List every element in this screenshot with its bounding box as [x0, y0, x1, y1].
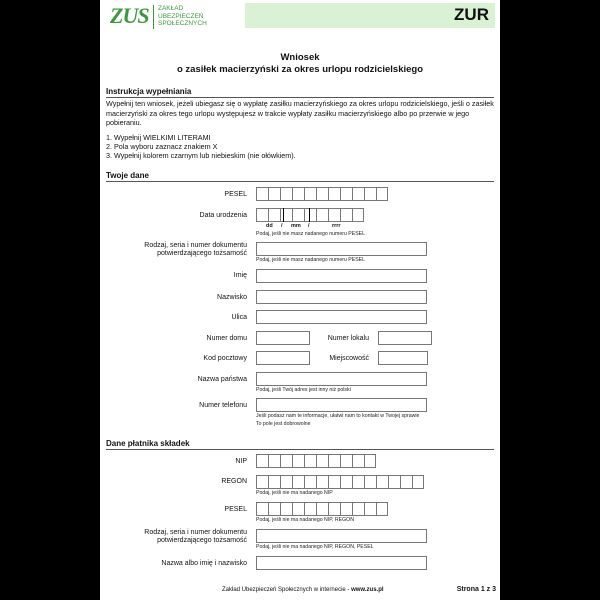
pesel-digit[interactable] — [328, 187, 340, 201]
nip-digit[interactable] — [292, 454, 304, 468]
section-rule — [106, 97, 494, 98]
pesel-digit[interactable] — [352, 502, 364, 516]
form-code-band — [245, 3, 495, 28]
regon-digit[interactable] — [256, 475, 268, 489]
instruction-item-1: 1. Wypełnij WIELKIMI LITERAMI — [106, 133, 211, 142]
pesel-digit[interactable] — [364, 502, 376, 516]
payer-name-input[interactable] — [256, 556, 427, 570]
pesel-digit[interactable] — [280, 187, 292, 201]
your-data-heading: Twoje dane — [106, 171, 149, 180]
pesel-digit[interactable] — [352, 187, 364, 201]
document-label-line-1: Rodzaj, seria i numer dokumentu — [144, 242, 247, 249]
nip-digit[interactable] — [352, 454, 364, 468]
phone-label: Numer telefonu — [199, 402, 247, 409]
form-page — [100, 0, 500, 600]
pesel-input[interactable] — [256, 187, 388, 201]
regon-digit[interactable] — [388, 475, 400, 489]
street-label: Ulica — [231, 314, 247, 321]
payer-name-label: Nazwa albo imię i nazwisko — [161, 560, 247, 567]
regon-digit[interactable] — [304, 475, 316, 489]
birth-date-hint: Podaj, jeśli nie masz nadanego numeru PESEL — [256, 231, 366, 237]
regon-hint: Podaj, jeśli nie ma nadanego NIP — [256, 490, 333, 496]
birth-date-label: Data urodzenia — [199, 212, 247, 219]
payer-document-label-line-2: potwierdzającego tożsamość — [157, 537, 247, 544]
flat-no-label: Numer lokalu — [327, 335, 369, 342]
document-hint: Podaj, jeśli nie masz nadanego numeru PESEL — [256, 257, 366, 263]
pesel-digit[interactable] — [268, 187, 280, 201]
pesel-digit[interactable] — [292, 187, 304, 201]
regon-digit[interactable] — [340, 475, 352, 489]
date-digit[interactable] — [280, 208, 292, 222]
pesel-digit[interactable] — [304, 502, 316, 516]
form-header — [100, 0, 500, 34]
pesel-digit[interactable] — [256, 187, 268, 201]
pesel-digit[interactable] — [328, 502, 340, 516]
nip-digit[interactable] — [280, 454, 292, 468]
date-mm-label: mm — [291, 223, 301, 229]
zus-logo-mark: ZUS — [110, 3, 149, 28]
document-input[interactable] — [256, 242, 427, 256]
house-no-label: Numer domu — [206, 335, 247, 342]
nip-digit[interactable] — [304, 454, 316, 468]
payer-pesel-input[interactable] — [256, 502, 388, 516]
last-name-input[interactable] — [256, 290, 427, 304]
logo-line-1: ZAKŁAD — [158, 5, 184, 12]
regon-digit[interactable] — [412, 475, 424, 489]
form-code: ZUR — [454, 5, 489, 24]
section-rule — [106, 449, 494, 450]
postal-code-input[interactable] — [256, 351, 310, 365]
payer-data-heading: Dane płatnika składek — [106, 439, 190, 448]
date-rrrr-label: rrrr — [332, 223, 341, 229]
instructions-paragraph: Wypełnij ten wniosek, jeżeli ubiegasz się o wypłatę zasiłku macierzyńskiego za okres urlopu rodzicielskiego, jeśli o zasiłek macierzyński za okres tego urlopu występujesz w trakcie wypłaty zasiłku macierzyńskiego albo po przerwie w jego pobieraniu. — [106, 99, 494, 127]
regon-digit[interactable] — [280, 475, 292, 489]
payer-pesel-label: PESEL — [224, 506, 247, 513]
nip-digit[interactable] — [316, 454, 328, 468]
pesel-digit[interactable] — [376, 502, 388, 516]
footer-url[interactable]: www.zus.pl — [351, 587, 384, 593]
pesel-digit[interactable] — [304, 187, 316, 201]
country-hint: Podaj, jeśli Twój adres jest inny niż polski — [256, 387, 351, 393]
pesel-digit[interactable] — [376, 187, 388, 201]
pesel-digit[interactable] — [316, 187, 328, 201]
date-separator — [309, 208, 310, 222]
pesel-label: PESEL — [224, 191, 247, 198]
regon-label: REGON — [221, 478, 247, 485]
phone-hint-line-2: To pole jest dobrowolne — [256, 421, 311, 427]
date-digit[interactable] — [268, 208, 280, 222]
date-separator — [283, 208, 284, 222]
pesel-digit[interactable] — [316, 502, 328, 516]
regon-digit[interactable] — [268, 475, 280, 489]
date-digit[interactable] — [352, 208, 364, 222]
nip-digit[interactable] — [268, 454, 280, 468]
date-digit[interactable] — [256, 208, 268, 222]
nip-digit[interactable] — [328, 454, 340, 468]
country-label: Nazwa państwa — [197, 376, 247, 383]
regon-input[interactable] — [256, 475, 424, 489]
pesel-digit[interactable] — [268, 502, 280, 516]
zus-logo — [108, 2, 243, 30]
regon-digit[interactable] — [364, 475, 376, 489]
nip-label: NIP — [235, 458, 247, 465]
house-no-input[interactable] — [256, 331, 310, 345]
logo-text — [158, 5, 207, 28]
form-title-line-2: o zasiłek macierzyński za okres urlopu rodzicielskiego — [176, 64, 424, 75]
page-footer — [100, 586, 500, 598]
date-digit[interactable] — [328, 208, 340, 222]
postal-code-label: Kod pocztowy — [203, 355, 247, 362]
country-input[interactable] — [256, 372, 427, 386]
regon-digit[interactable] — [328, 475, 340, 489]
regon-digit[interactable] — [376, 475, 388, 489]
city-input[interactable] — [378, 351, 428, 365]
birth-date-input[interactable] — [256, 208, 364, 222]
payer-pesel-hint: Podaj, jeśli nie ma nadanego NIP, REGON — [256, 517, 354, 523]
form-title-line-1: Wniosek — [280, 52, 320, 63]
date-dd-label: dd — [266, 223, 273, 229]
instruction-item-3: 3. Wypełnij kolorem czarnym lub niebieskim (nie ołówkiem). — [106, 151, 296, 160]
footer-caption: Zakład Ubezpieczeń Społecznych w internecie - — [222, 587, 350, 593]
first-name-input[interactable] — [256, 269, 427, 283]
section-rule — [106, 181, 494, 182]
pesel-digit[interactable] — [340, 502, 352, 516]
payer-document-hint: Podaj, jeśli nie ma nadanego NIP, REGON, PESEL — [256, 544, 374, 550]
regon-digit[interactable] — [400, 475, 412, 489]
street-input[interactable] — [256, 310, 427, 324]
pesel-digit[interactable] — [340, 187, 352, 201]
logo-line-3: SPOŁECZNYCH — [158, 20, 207, 27]
nip-digit[interactable] — [340, 454, 352, 468]
date-digit[interactable] — [340, 208, 352, 222]
pesel-digit[interactable] — [364, 187, 376, 201]
footer-text — [222, 587, 384, 593]
date-slash-2: / — [308, 223, 310, 229]
pesel-digit[interactable] — [292, 502, 304, 516]
logo-divider — [153, 5, 154, 29]
logo-line-2: UBEZPIECZEŃ — [158, 12, 204, 20]
flat-no-input[interactable] — [378, 331, 432, 345]
regon-digit[interactable] — [352, 475, 364, 489]
regon-digit[interactable] — [292, 475, 304, 489]
nip-input[interactable] — [256, 454, 376, 468]
nip-digit[interactable] — [256, 454, 268, 468]
phone-hint-line-1: Jeśli podasz nam te informacje, ułatwi nam to kontakt w Twojej sprawie — [256, 413, 420, 419]
instructions-heading: Instrukcja wypełniania — [106, 87, 192, 96]
phone-input[interactable] — [256, 398, 427, 412]
nip-digit[interactable] — [364, 454, 376, 468]
first-name-label: Imię — [233, 272, 247, 279]
page-number: Strona 1 z 3 — [456, 586, 496, 593]
date-slash-1: / — [281, 223, 283, 229]
payer-document-label-line-1: Rodzaj, seria i numer dokumentu — [144, 529, 247, 536]
regon-digit[interactable] — [316, 475, 328, 489]
pesel-digit[interactable] — [280, 502, 292, 516]
document-label-line-2: potwierdzającego tożsamość — [157, 250, 247, 257]
instruction-item-2: 2. Pola wyboru zaznacz znakiem X — [106, 142, 218, 151]
date-digit[interactable] — [316, 208, 328, 222]
city-label: Miejscowość — [329, 355, 369, 362]
payer-document-input[interactable] — [256, 529, 427, 543]
date-digit[interactable] — [292, 208, 304, 222]
pesel-digit[interactable] — [256, 502, 268, 516]
date-digit[interactable] — [304, 208, 316, 222]
last-name-label: Nazwisko — [217, 294, 247, 301]
